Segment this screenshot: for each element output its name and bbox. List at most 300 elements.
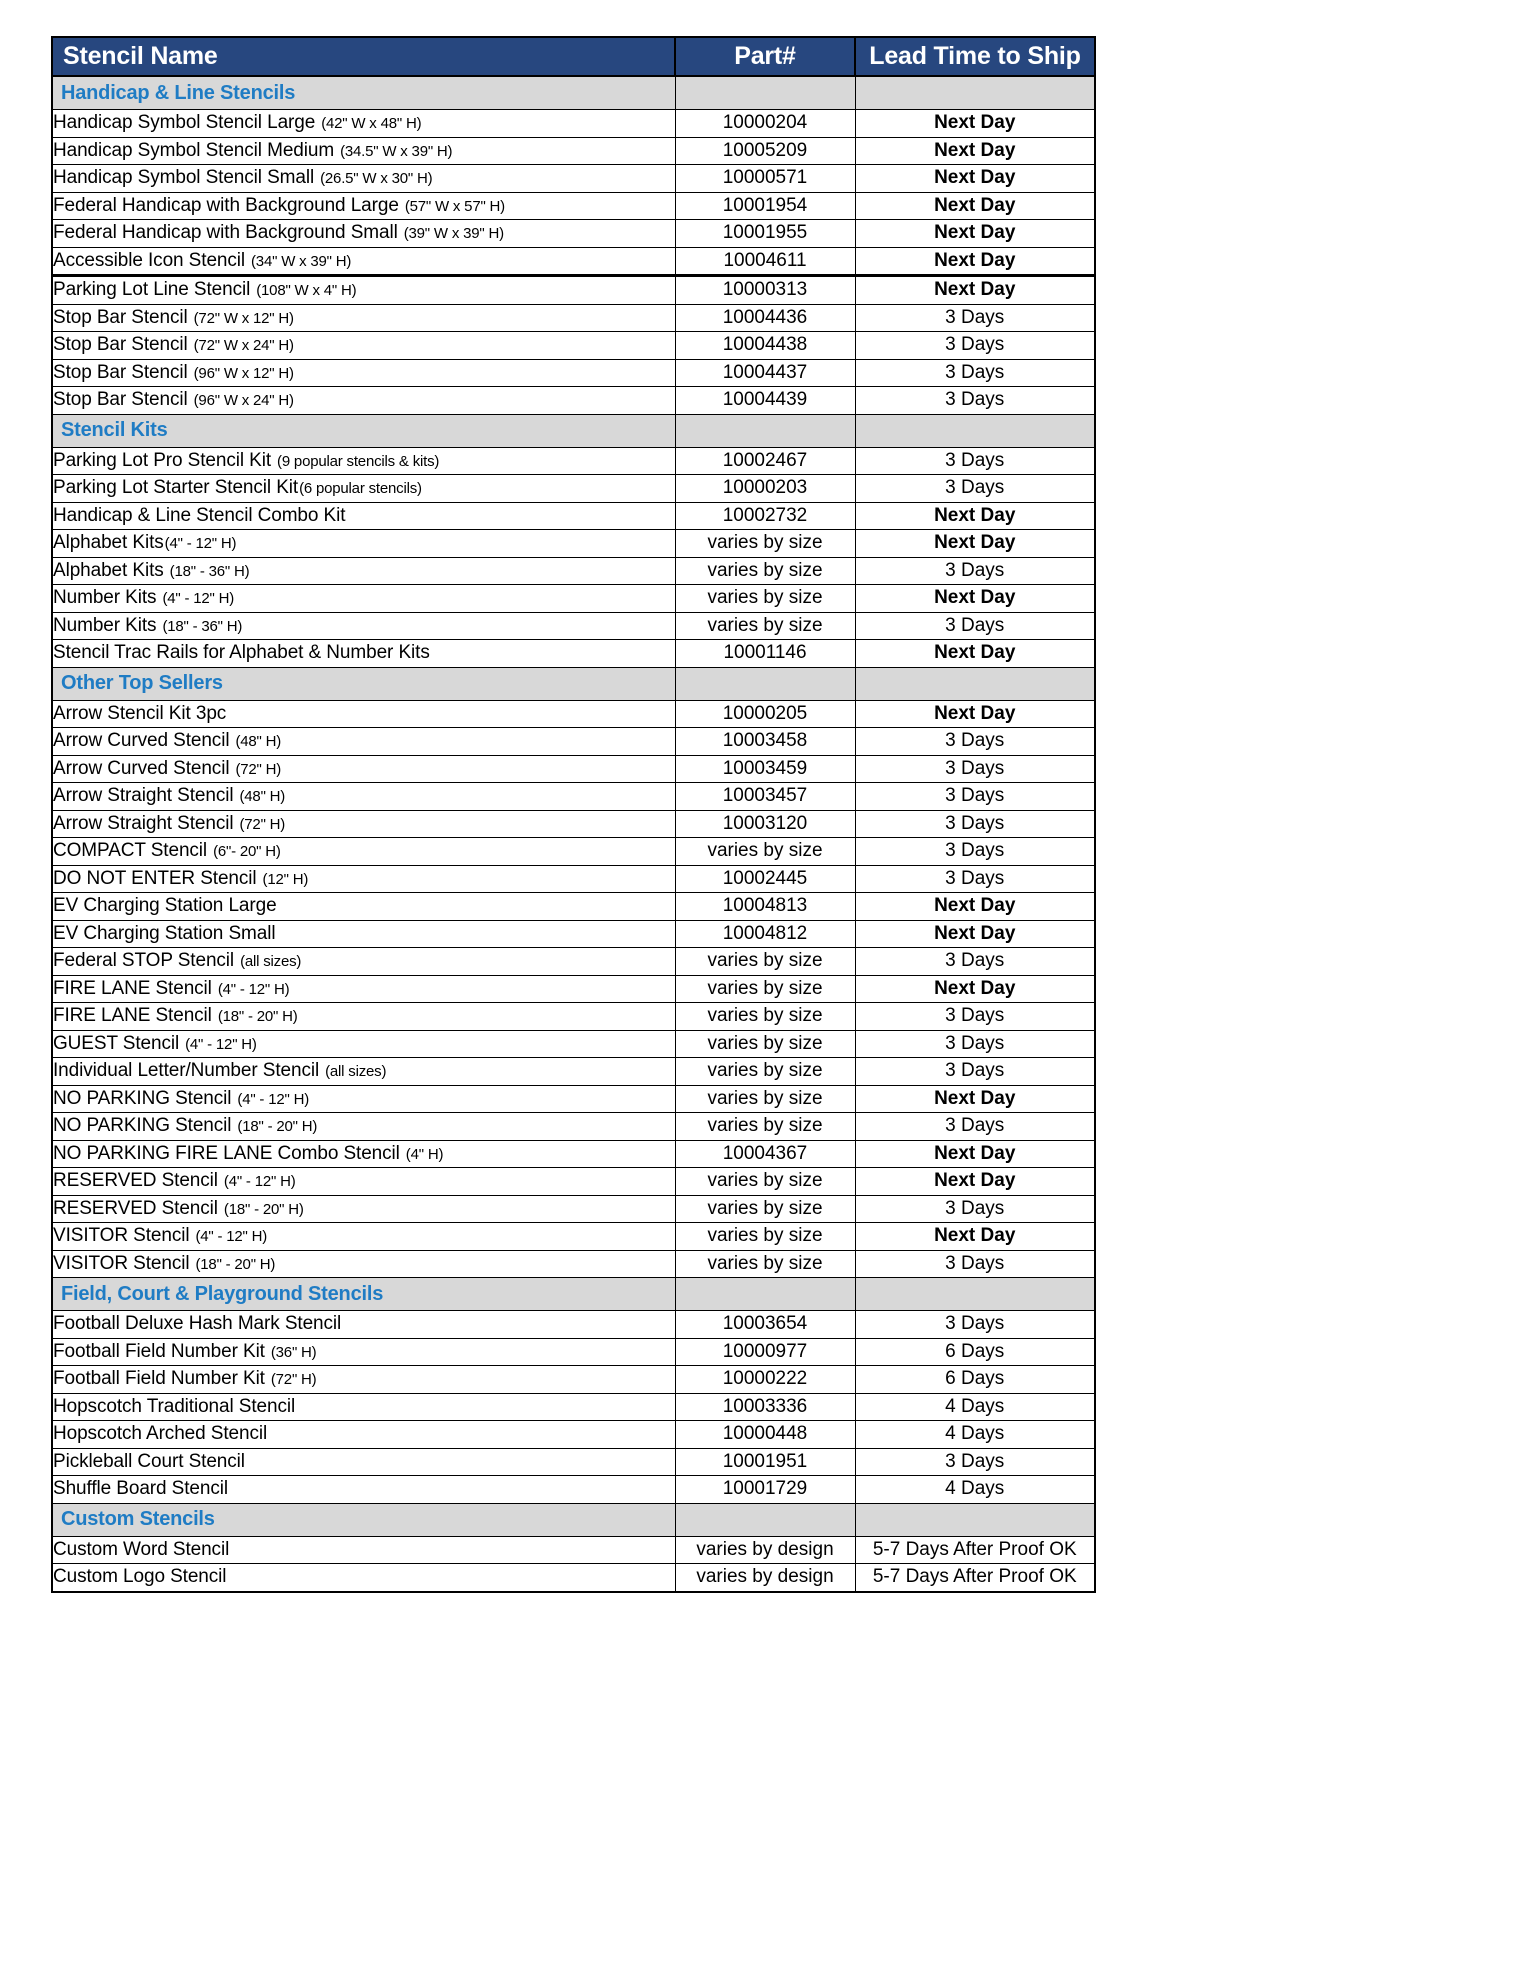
stencil-dimensions-text: (all sizes) <box>325 1063 387 1081</box>
table-row[interactable] <box>52 783 1095 811</box>
cell-part-number: 10000222 <box>675 1366 855 1394</box>
group-header-row <box>52 1278 1095 1311</box>
table-row[interactable] <box>52 728 1095 756</box>
cell-part-number: 10000205 <box>675 700 855 728</box>
cell-lead-time: Next Day <box>855 640 1095 668</box>
table-row[interactable] <box>52 447 1095 475</box>
cell-lead-time: 3 Days <box>855 304 1095 332</box>
table-row[interactable] <box>52 865 1095 893</box>
cell-stencil-name <box>52 1168 675 1196</box>
table-row[interactable] <box>52 612 1095 640</box>
table-row[interactable] <box>52 387 1095 415</box>
table-row[interactable] <box>52 1030 1095 1058</box>
cell-stencil-name <box>52 585 675 613</box>
stencil-dimensions-text: (39" W x 39" H) <box>403 225 504 243</box>
cell-stencil-name <box>52 447 675 475</box>
table-row[interactable] <box>52 359 1095 387</box>
stencil-dimensions-text: (34" W x 39" H) <box>251 252 352 270</box>
stencil-name-text: Parking Lot Starter Stencil Kit <box>53 477 299 499</box>
cell-stencil-name <box>52 612 675 640</box>
stencil-dimensions-text: (18" - 20" H) <box>237 1118 318 1136</box>
cell-part-number: varies by size <box>675 612 855 640</box>
stencil-name-text: Alphabet Kits <box>53 532 164 554</box>
group-header-row <box>52 76 1095 110</box>
cell-stencil-name <box>52 304 675 332</box>
cell-lead-time: 3 Days <box>855 948 1095 976</box>
stencil-name-text: Stencil Trac Rails for Alphabet & Number Kits <box>53 642 430 664</box>
cell-stencil-name <box>52 640 675 668</box>
table-row[interactable] <box>52 475 1095 503</box>
cell-stencil-name <box>52 1393 675 1421</box>
table-row[interactable] <box>52 1250 1095 1278</box>
cell-stencil-name <box>52 948 675 976</box>
table-row[interactable] <box>52 1311 1095 1339</box>
stencil-name-text: Arrow Straight Stencil <box>53 812 234 834</box>
table-row[interactable] <box>52 1140 1095 1168</box>
cell-lead-time: 4 Days <box>855 1393 1095 1421</box>
cell-part-number: varies by size <box>675 1113 855 1141</box>
cell-stencil-name <box>52 1311 675 1339</box>
stencil-name-text: Handicap Symbol Stencil Large <box>53 112 316 134</box>
stencil-name-text: RESERVED Stencil <box>53 1197 218 1219</box>
group-header-row <box>52 414 1095 447</box>
stencil-name-text: Parking Lot Line Stencil <box>53 279 251 301</box>
cell-part-number: 10004439 <box>675 387 855 415</box>
cell-lead-time: 3 Days <box>855 865 1095 893</box>
stencil-dimensions-text: (6 popular stencils) <box>299 480 422 498</box>
stencil-dimensions-text: (18" - 20" H) <box>223 1200 304 1218</box>
table-body <box>52 76 1095 1592</box>
stencil-lead-time-table <box>51 36 1096 1593</box>
column-header-stencil-name: Stencil Name <box>52 37 675 76</box>
table-row[interactable] <box>52 1448 1095 1476</box>
cell-stencil-name <box>52 1536 675 1564</box>
stencil-name-text: Handicap Symbol Stencil Small <box>53 167 315 189</box>
cell-lead-time: 3 Days <box>855 1058 1095 1086</box>
cell-stencil-name <box>52 1338 675 1366</box>
group-part-spacer <box>675 76 855 110</box>
cell-lead-time: Next Day <box>855 530 1095 558</box>
stencil-dimensions-text: (4" - 12" H) <box>195 1228 268 1246</box>
cell-lead-time: 3 Days <box>855 447 1095 475</box>
stencil-name-text: Number Kits <box>53 614 157 636</box>
group-title: Handicap & Line Stencils <box>52 76 675 110</box>
table-row[interactable] <box>52 1476 1095 1504</box>
stencil-dimensions-text: (18" - 36" H) <box>162 617 243 635</box>
column-header-part-number: Part# <box>675 37 855 76</box>
stencil-name-text: VISITOR Stencil <box>53 1225 190 1247</box>
stencil-name-text: NO PARKING Stencil <box>53 1087 232 1109</box>
cell-lead-time: 3 Days <box>855 1311 1095 1339</box>
stencil-price-sheet <box>51 36 1094 1593</box>
table-row[interactable] <box>52 948 1095 976</box>
cell-lead-time: Next Day <box>855 165 1095 193</box>
cell-part-number: varies by size <box>675 585 855 613</box>
cell-lead-time: 3 Days <box>855 755 1095 783</box>
stencil-dimensions-text: (36" H) <box>270 1343 317 1361</box>
cell-lead-time: Next Day <box>855 920 1095 948</box>
group-lead-spacer <box>855 414 1095 447</box>
cell-stencil-name <box>52 165 675 193</box>
cell-lead-time: 6 Days <box>855 1338 1095 1366</box>
group-header-row <box>52 667 1095 700</box>
cell-part-number: 10001729 <box>675 1476 855 1504</box>
cell-stencil-name <box>52 192 675 220</box>
cell-part-number: 10004436 <box>675 304 855 332</box>
stencil-dimensions-text: (96" W x 24" H) <box>193 392 294 410</box>
cell-stencil-name <box>52 1058 675 1086</box>
stencil-dimensions-text: (26.5" W x 30" H) <box>320 170 433 188</box>
stencil-dimensions-text: (48" H) <box>235 733 282 751</box>
cell-part-number: 10001951 <box>675 1448 855 1476</box>
cell-part-number: 10002732 <box>675 502 855 530</box>
cell-lead-time: 4 Days <box>855 1476 1095 1504</box>
stencil-dimensions-text: (9 popular stencils & kits) <box>277 452 440 470</box>
stencil-dimensions-text: (18" - 20" H) <box>217 1008 298 1026</box>
stencil-name-text: DO NOT ENTER Stencil <box>53 867 257 889</box>
stencil-name-text: Stop Bar Stencil <box>53 361 188 383</box>
cell-stencil-name <box>52 502 675 530</box>
table-row[interactable] <box>52 1393 1095 1421</box>
cell-stencil-name <box>52 893 675 921</box>
table-row[interactable] <box>52 304 1095 332</box>
stencil-name-text: VISITOR Stencil <box>53 1252 190 1274</box>
cell-stencil-name <box>52 1421 675 1449</box>
table-row[interactable] <box>52 502 1095 530</box>
cell-stencil-name <box>52 1113 675 1141</box>
cell-lead-time: Next Day <box>855 192 1095 220</box>
stencil-name-text: COMPACT Stencil <box>53 840 208 862</box>
stencil-dimensions-text: (108" W x 4" H) <box>256 282 357 300</box>
stencil-name-text: Shuffle Board Stencil <box>53 1478 228 1500</box>
cell-lead-time: Next Day <box>855 585 1095 613</box>
group-part-spacer <box>675 1278 855 1311</box>
cell-part-number: varies by size <box>675 838 855 866</box>
table-row[interactable] <box>52 1536 1095 1564</box>
table-row[interactable] <box>52 1366 1095 1394</box>
cell-lead-time: 3 Days <box>855 1250 1095 1278</box>
cell-stencil-name <box>52 1195 675 1223</box>
stencil-name-text: Number Kits <box>53 587 157 609</box>
cell-lead-time: 3 Days <box>855 612 1095 640</box>
table-row[interactable] <box>52 755 1095 783</box>
table-row[interactable] <box>52 220 1095 248</box>
stencil-name-text: GUEST Stencil <box>53 1032 180 1054</box>
table-row[interactable] <box>52 700 1095 728</box>
stencil-dimensions-text: (12" H) <box>262 870 309 888</box>
stencil-name-text: Handicap Symbol Stencil Medium <box>53 139 335 161</box>
cell-stencil-name <box>52 755 675 783</box>
cell-lead-time: Next Day <box>855 276 1095 305</box>
cell-part-number: varies by size <box>675 1223 855 1251</box>
group-lead-spacer <box>855 1503 1095 1536</box>
table-row[interactable] <box>52 1113 1095 1141</box>
cell-lead-time: 3 Days <box>855 1195 1095 1223</box>
cell-lead-time: Next Day <box>855 247 1095 276</box>
table-row[interactable] <box>52 975 1095 1003</box>
cell-stencil-name <box>52 247 675 276</box>
cell-stencil-name <box>52 783 675 811</box>
table-row[interactable] <box>52 557 1095 585</box>
cell-stencil-name <box>52 865 675 893</box>
cell-lead-time: 3 Days <box>855 359 1095 387</box>
stencil-name-text: Stop Bar Stencil <box>53 306 188 328</box>
stencil-dimensions-text: (48" H) <box>239 788 286 806</box>
table-row[interactable] <box>52 1564 1095 1592</box>
cell-lead-time: 3 Days <box>855 1113 1095 1141</box>
table-row[interactable] <box>52 810 1095 838</box>
stencil-name-text: FIRE LANE Stencil <box>53 1005 212 1027</box>
stencil-name-text: NO PARKING FIRE LANE Combo Stencil <box>53 1142 400 1164</box>
table-row[interactable] <box>52 1421 1095 1449</box>
cell-stencil-name <box>52 359 675 387</box>
table-row[interactable] <box>52 1168 1095 1196</box>
table-row[interactable] <box>52 332 1095 360</box>
stencil-dimensions-text: (4" - 12" H) <box>237 1090 310 1108</box>
group-part-spacer <box>675 667 855 700</box>
stencil-name-text: Football Field Number Kit <box>53 1368 265 1390</box>
cell-part-number: 10000977 <box>675 1338 855 1366</box>
cell-part-number: 10000448 <box>675 1421 855 1449</box>
table-row[interactable] <box>52 1003 1095 1031</box>
cell-stencil-name <box>52 332 675 360</box>
cell-lead-time: Next Day <box>855 137 1095 165</box>
cell-stencil-name <box>52 137 675 165</box>
table-row[interactable] <box>52 192 1095 220</box>
cell-lead-time: 3 Days <box>855 783 1095 811</box>
cell-lead-time: 5-7 Days After Proof OK <box>855 1564 1095 1592</box>
stencil-name-text: Arrow Straight Stencil <box>53 785 234 807</box>
table-row[interactable] <box>52 137 1095 165</box>
group-title: Stencil Kits <box>52 414 675 447</box>
table-row[interactable] <box>52 1058 1095 1086</box>
cell-part-number: 10003459 <box>675 755 855 783</box>
cell-lead-time: Next Day <box>855 502 1095 530</box>
cell-stencil-name <box>52 1366 675 1394</box>
cell-stencil-name <box>52 728 675 756</box>
cell-lead-time: 3 Days <box>855 557 1095 585</box>
stencil-name-text: EV Charging Station Small <box>53 922 276 944</box>
table-row[interactable] <box>52 920 1095 948</box>
cell-stencil-name <box>52 110 675 138</box>
stencil-dimensions-text: (18" - 20" H) <box>195 1255 276 1273</box>
cell-stencil-name <box>52 530 675 558</box>
stencil-dimensions-text: (all sizes) <box>240 953 302 971</box>
cell-lead-time: 3 Days <box>855 728 1095 756</box>
cell-part-number: 10001146 <box>675 640 855 668</box>
stencil-name-text: Hopscotch Arched Stencil <box>53 1423 268 1445</box>
stencil-name-text: Custom Logo Stencil <box>53 1566 227 1588</box>
cell-part-number: varies by size <box>675 1195 855 1223</box>
stencil-name-text: Arrow Curved Stencil <box>53 757 230 779</box>
cell-stencil-name <box>52 1250 675 1278</box>
cell-stencil-name <box>52 276 675 305</box>
cell-lead-time: 3 Days <box>855 1448 1095 1476</box>
table-row[interactable] <box>52 1085 1095 1113</box>
stencil-name-text: Arrow Curved Stencil <box>53 730 230 752</box>
cell-part-number: varies by size <box>675 1003 855 1031</box>
cell-lead-time: Next Day <box>855 975 1095 1003</box>
table-row[interactable] <box>52 165 1095 193</box>
stencil-name-text: Football Deluxe Hash Mark Stencil <box>53 1313 342 1335</box>
cell-part-number: varies by size <box>675 1168 855 1196</box>
stencil-name-text: Stop Bar Stencil <box>53 334 188 356</box>
group-title: Field, Court & Playground Stencils <box>52 1278 675 1311</box>
cell-lead-time: Next Day <box>855 893 1095 921</box>
group-title: Custom Stencils <box>52 1503 675 1536</box>
cell-lead-time: Next Day <box>855 700 1095 728</box>
cell-part-number: 10003457 <box>675 783 855 811</box>
cell-lead-time: 3 Days <box>855 387 1095 415</box>
cell-part-number: varies by size <box>675 975 855 1003</box>
stencil-dimensions-text: (4" - 12" H) <box>164 535 237 553</box>
cell-lead-time: 3 Days <box>855 810 1095 838</box>
cell-lead-time: 3 Days <box>855 838 1095 866</box>
cell-part-number: 10003458 <box>675 728 855 756</box>
stencil-name-text: Stop Bar Stencil <box>53 389 188 411</box>
cell-stencil-name <box>52 387 675 415</box>
cell-stencil-name <box>52 1140 675 1168</box>
stencil-name-text: Individual Letter/Number Stencil <box>53 1060 320 1082</box>
stencil-dimensions-text: (72" H) <box>239 815 286 833</box>
cell-stencil-name <box>52 557 675 585</box>
table-row[interactable] <box>52 838 1095 866</box>
table-row[interactable] <box>52 640 1095 668</box>
cell-part-number: varies by size <box>675 1058 855 1086</box>
cell-part-number: 10001954 <box>675 192 855 220</box>
group-lead-spacer <box>855 667 1095 700</box>
stencil-name-text: NO PARKING Stencil <box>53 1115 232 1137</box>
cell-lead-time: Next Day <box>855 1168 1095 1196</box>
stencil-name-text: Parking Lot Pro Stencil Kit <box>53 449 272 471</box>
header-row <box>52 37 1095 76</box>
cell-lead-time: 4 Days <box>855 1421 1095 1449</box>
cell-part-number: 10004438 <box>675 332 855 360</box>
cell-stencil-name <box>52 1085 675 1113</box>
stencil-name-text: Alphabet Kits <box>53 559 164 581</box>
cell-part-number: 10000571 <box>675 165 855 193</box>
cell-lead-time: Next Day <box>855 1140 1095 1168</box>
group-header-row <box>52 1503 1095 1536</box>
cell-part-number: varies by size <box>675 530 855 558</box>
cell-lead-time: 3 Days <box>855 1030 1095 1058</box>
column-header-lead-time: Lead Time to Ship <box>855 37 1095 76</box>
stencil-name-text: RESERVED Stencil <box>53 1170 218 1192</box>
stencil-dimensions-text: (4" - 12" H) <box>223 1173 296 1191</box>
stencil-name-text: Handicap & Line Stencil Combo Kit <box>53 504 346 526</box>
table-header <box>52 37 1095 76</box>
cell-stencil-name <box>52 1564 675 1592</box>
stencil-name-text: FIRE LANE Stencil <box>53 977 212 999</box>
cell-stencil-name <box>52 975 675 1003</box>
cell-lead-time: 5-7 Days After Proof OK <box>855 1536 1095 1564</box>
cell-stencil-name <box>52 475 675 503</box>
cell-part-number: varies by size <box>675 557 855 585</box>
stencil-dimensions-text: (34.5" W x 39" H) <box>340 142 453 160</box>
cell-stencil-name <box>52 700 675 728</box>
stencil-dimensions-text: (6"- 20" H) <box>213 843 281 861</box>
cell-part-number: varies by design <box>675 1564 855 1592</box>
table-row[interactable] <box>52 1338 1095 1366</box>
stencil-dimensions-text: (72" W x 12" H) <box>193 309 294 327</box>
cell-part-number: 10004367 <box>675 1140 855 1168</box>
cell-stencil-name <box>52 1223 675 1251</box>
cell-stencil-name <box>52 1003 675 1031</box>
cell-stencil-name <box>52 220 675 248</box>
cell-part-number: varies by size <box>675 1030 855 1058</box>
table-row[interactable] <box>52 530 1095 558</box>
stencil-dimensions-text: (96" W x 12" H) <box>193 364 294 382</box>
stencil-name-text: Custom Word Stencil <box>53 1538 230 1560</box>
stencil-dimensions-text: (72" W x 24" H) <box>193 337 294 355</box>
cell-lead-time: 3 Days <box>855 1003 1095 1031</box>
cell-part-number: 10003654 <box>675 1311 855 1339</box>
cell-part-number: 10004437 <box>675 359 855 387</box>
group-part-spacer <box>675 1503 855 1536</box>
table-row[interactable] <box>52 893 1095 921</box>
cell-part-number: 10004611 <box>675 247 855 276</box>
cell-part-number: 10003336 <box>675 1393 855 1421</box>
cell-part-number: varies by design <box>675 1536 855 1564</box>
cell-stencil-name <box>52 1030 675 1058</box>
cell-part-number: 10004813 <box>675 893 855 921</box>
cell-stencil-name <box>52 920 675 948</box>
cell-stencil-name <box>52 838 675 866</box>
cell-part-number: 10002467 <box>675 447 855 475</box>
cell-lead-time: 6 Days <box>855 1366 1095 1394</box>
cell-part-number: 10005209 <box>675 137 855 165</box>
cell-lead-time: 3 Days <box>855 475 1095 503</box>
cell-stencil-name <box>52 1448 675 1476</box>
stencil-dimensions-text: (42" W x 48" H) <box>321 115 422 133</box>
stencil-name-text: Pickleball Court Stencil <box>53 1450 245 1472</box>
cell-lead-time: Next Day <box>855 110 1095 138</box>
table-row[interactable] <box>52 247 1095 276</box>
stencil-dimensions-text: (72" H) <box>270 1371 317 1389</box>
stencil-name-text: Hopscotch Traditional Stencil <box>53 1395 296 1417</box>
cell-part-number: 10000313 <box>675 276 855 305</box>
table-row[interactable] <box>52 585 1095 613</box>
stencil-name-text: Federal STOP Stencil <box>53 950 235 972</box>
cell-lead-time: Next Day <box>855 1223 1095 1251</box>
stencil-name-text: EV Charging Station Large <box>53 895 277 917</box>
stencil-name-text: Federal Handicap with Background Small <box>53 222 398 244</box>
cell-part-number: varies by size <box>675 1085 855 1113</box>
cell-lead-time: Next Day <box>855 220 1095 248</box>
stencil-dimensions-text: (4" H) <box>405 1145 444 1163</box>
cell-lead-time: Next Day <box>855 1085 1095 1113</box>
cell-lead-time: 3 Days <box>855 332 1095 360</box>
stencil-dimensions-text: (4" - 12" H) <box>185 1035 257 1053</box>
stencil-dimensions-text: (4" - 12" H) <box>162 590 235 608</box>
cell-part-number: 10003120 <box>675 810 855 838</box>
table-row[interactable] <box>52 1223 1095 1251</box>
cell-part-number: 10004812 <box>675 920 855 948</box>
stencil-name-text: Federal Handicap with Background Large <box>53 194 399 216</box>
table-row[interactable] <box>52 276 1095 305</box>
cell-part-number: varies by size <box>675 948 855 976</box>
group-lead-spacer <box>855 1278 1095 1311</box>
stencil-dimensions-text: (18" - 36" H) <box>169 562 250 580</box>
stencil-dimensions-text: (57" W x 57" H) <box>404 197 505 215</box>
table-row[interactable] <box>52 110 1095 138</box>
cell-part-number: 10001955 <box>675 220 855 248</box>
cell-part-number: varies by size <box>675 1250 855 1278</box>
cell-stencil-name <box>52 810 675 838</box>
stencil-name-text: Football Field Number Kit <box>53 1340 265 1362</box>
group-part-spacer <box>675 414 855 447</box>
table-row[interactable] <box>52 1195 1095 1223</box>
